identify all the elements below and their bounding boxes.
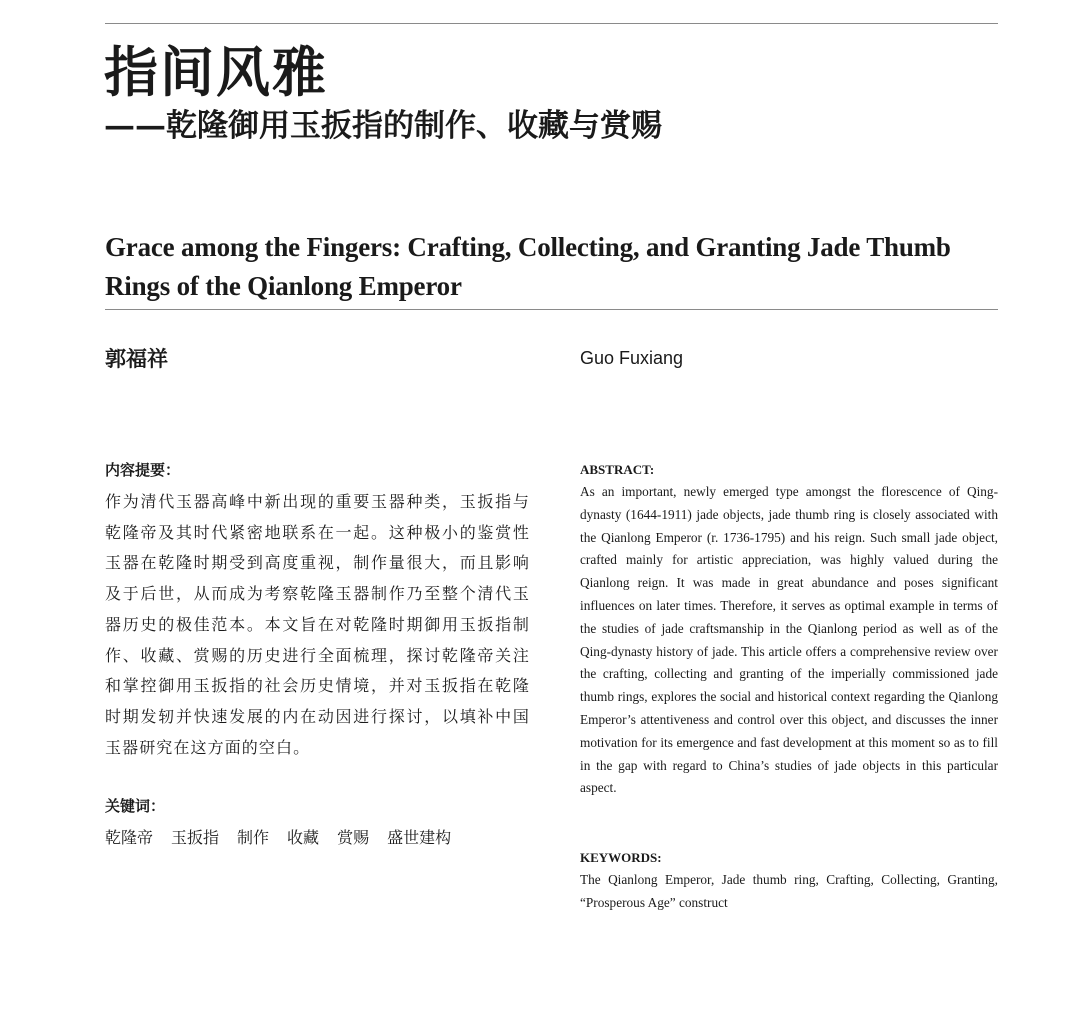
title-rule	[105, 309, 998, 310]
english-abstract-column	[580, 459, 998, 915]
keywords-text-en: The Qianlong Emperor, Jade thumb ring, Crafting, Collecting, Granting, “Prosperous Age” construct	[580, 872, 998, 910]
top-rule	[105, 23, 998, 24]
chinese-title: 指间风雅	[104, 40, 328, 104]
abstract-text-cn: 作为清代玉器高峰中新出现的重要玉器种类，玉扳指与乾隆帝及其时代紧密地联系在一起。这种极小的鉴赏性玉器在乾隆时期受到高度重视，制作量很大，而且影响及于后世，从而成为考察乾隆玉器制作乃至整个清代玉器历史的极佳范本。本文旨在对乾隆时期御用玉扳指制作、收藏、赏赐的历史进行全面梳理，探讨乾隆帝关注和掌控御用玉扳指的社会历史情境，并对玉扳指在乾隆时期发轫并快速发展的内在动因进行探讨，以填补中国玉器研究在这方面的空白。	[105, 492, 530, 757]
keyword-cn: 收藏	[287, 828, 320, 848]
keywords-label-cn: 关键词：	[105, 797, 166, 816]
english-title: Grace among the Fingers: Crafting, Collecting, and Granting Jade Thumb Rings of the Qianlong Emperor	[105, 232, 951, 301]
author-english: Guo Fuxiang	[580, 348, 684, 368]
keywords-list-cn	[105, 823, 530, 853]
keyword-cn: 赏赐	[337, 828, 370, 848]
keyword-cn: 玉扳指	[171, 828, 220, 848]
chinese-subtitle: ——乾隆御用玉扳指的制作、收藏与赏赐	[104, 108, 662, 144]
abstract-label-cn: 内容提要：	[105, 461, 181, 479]
abstract-label-en: ABSTRACT:	[580, 462, 655, 477]
keywords-label-en: KEYWORDS:	[580, 850, 662, 866]
keyword-cn: 乾隆帝	[105, 828, 154, 848]
author-chinese: 郭福祥	[105, 346, 168, 371]
keyword-cn: 盛世建构	[387, 828, 452, 848]
chinese-abstract-column	[105, 457, 530, 853]
keyword-cn: 制作	[237, 828, 270, 848]
abstract-text-en: As an important, newly emerged type amongst the florescence of Qing-dynasty (1644-1911) jade objects, jade thumb ring is closely associated with the Qianlong Emperor (r. 1736-1795) and his reign. Such small jade object, crafted mainly for artistic appreciation, was highly valued during the Qianlong reign. It was made in great abundance and poses significant influences on later times. Therefore, it serves as optimal example in terms of the studies of jade craftsmanship in the Qianlong period as well as of the Qing-dynasty history of jade. This article offers a comprehensive review over the crafting, collecting and granting of the imperially commissioned jade thumb rings, explores the social and historical context regarding the Qianlong Emperor’s attentiveness and control over this object, and discusses the inner motivation for its emergence and fast development at this moment so as to fill in the gap with regard to China’s studies of jade objects in this particular aspect.	[580, 484, 998, 796]
